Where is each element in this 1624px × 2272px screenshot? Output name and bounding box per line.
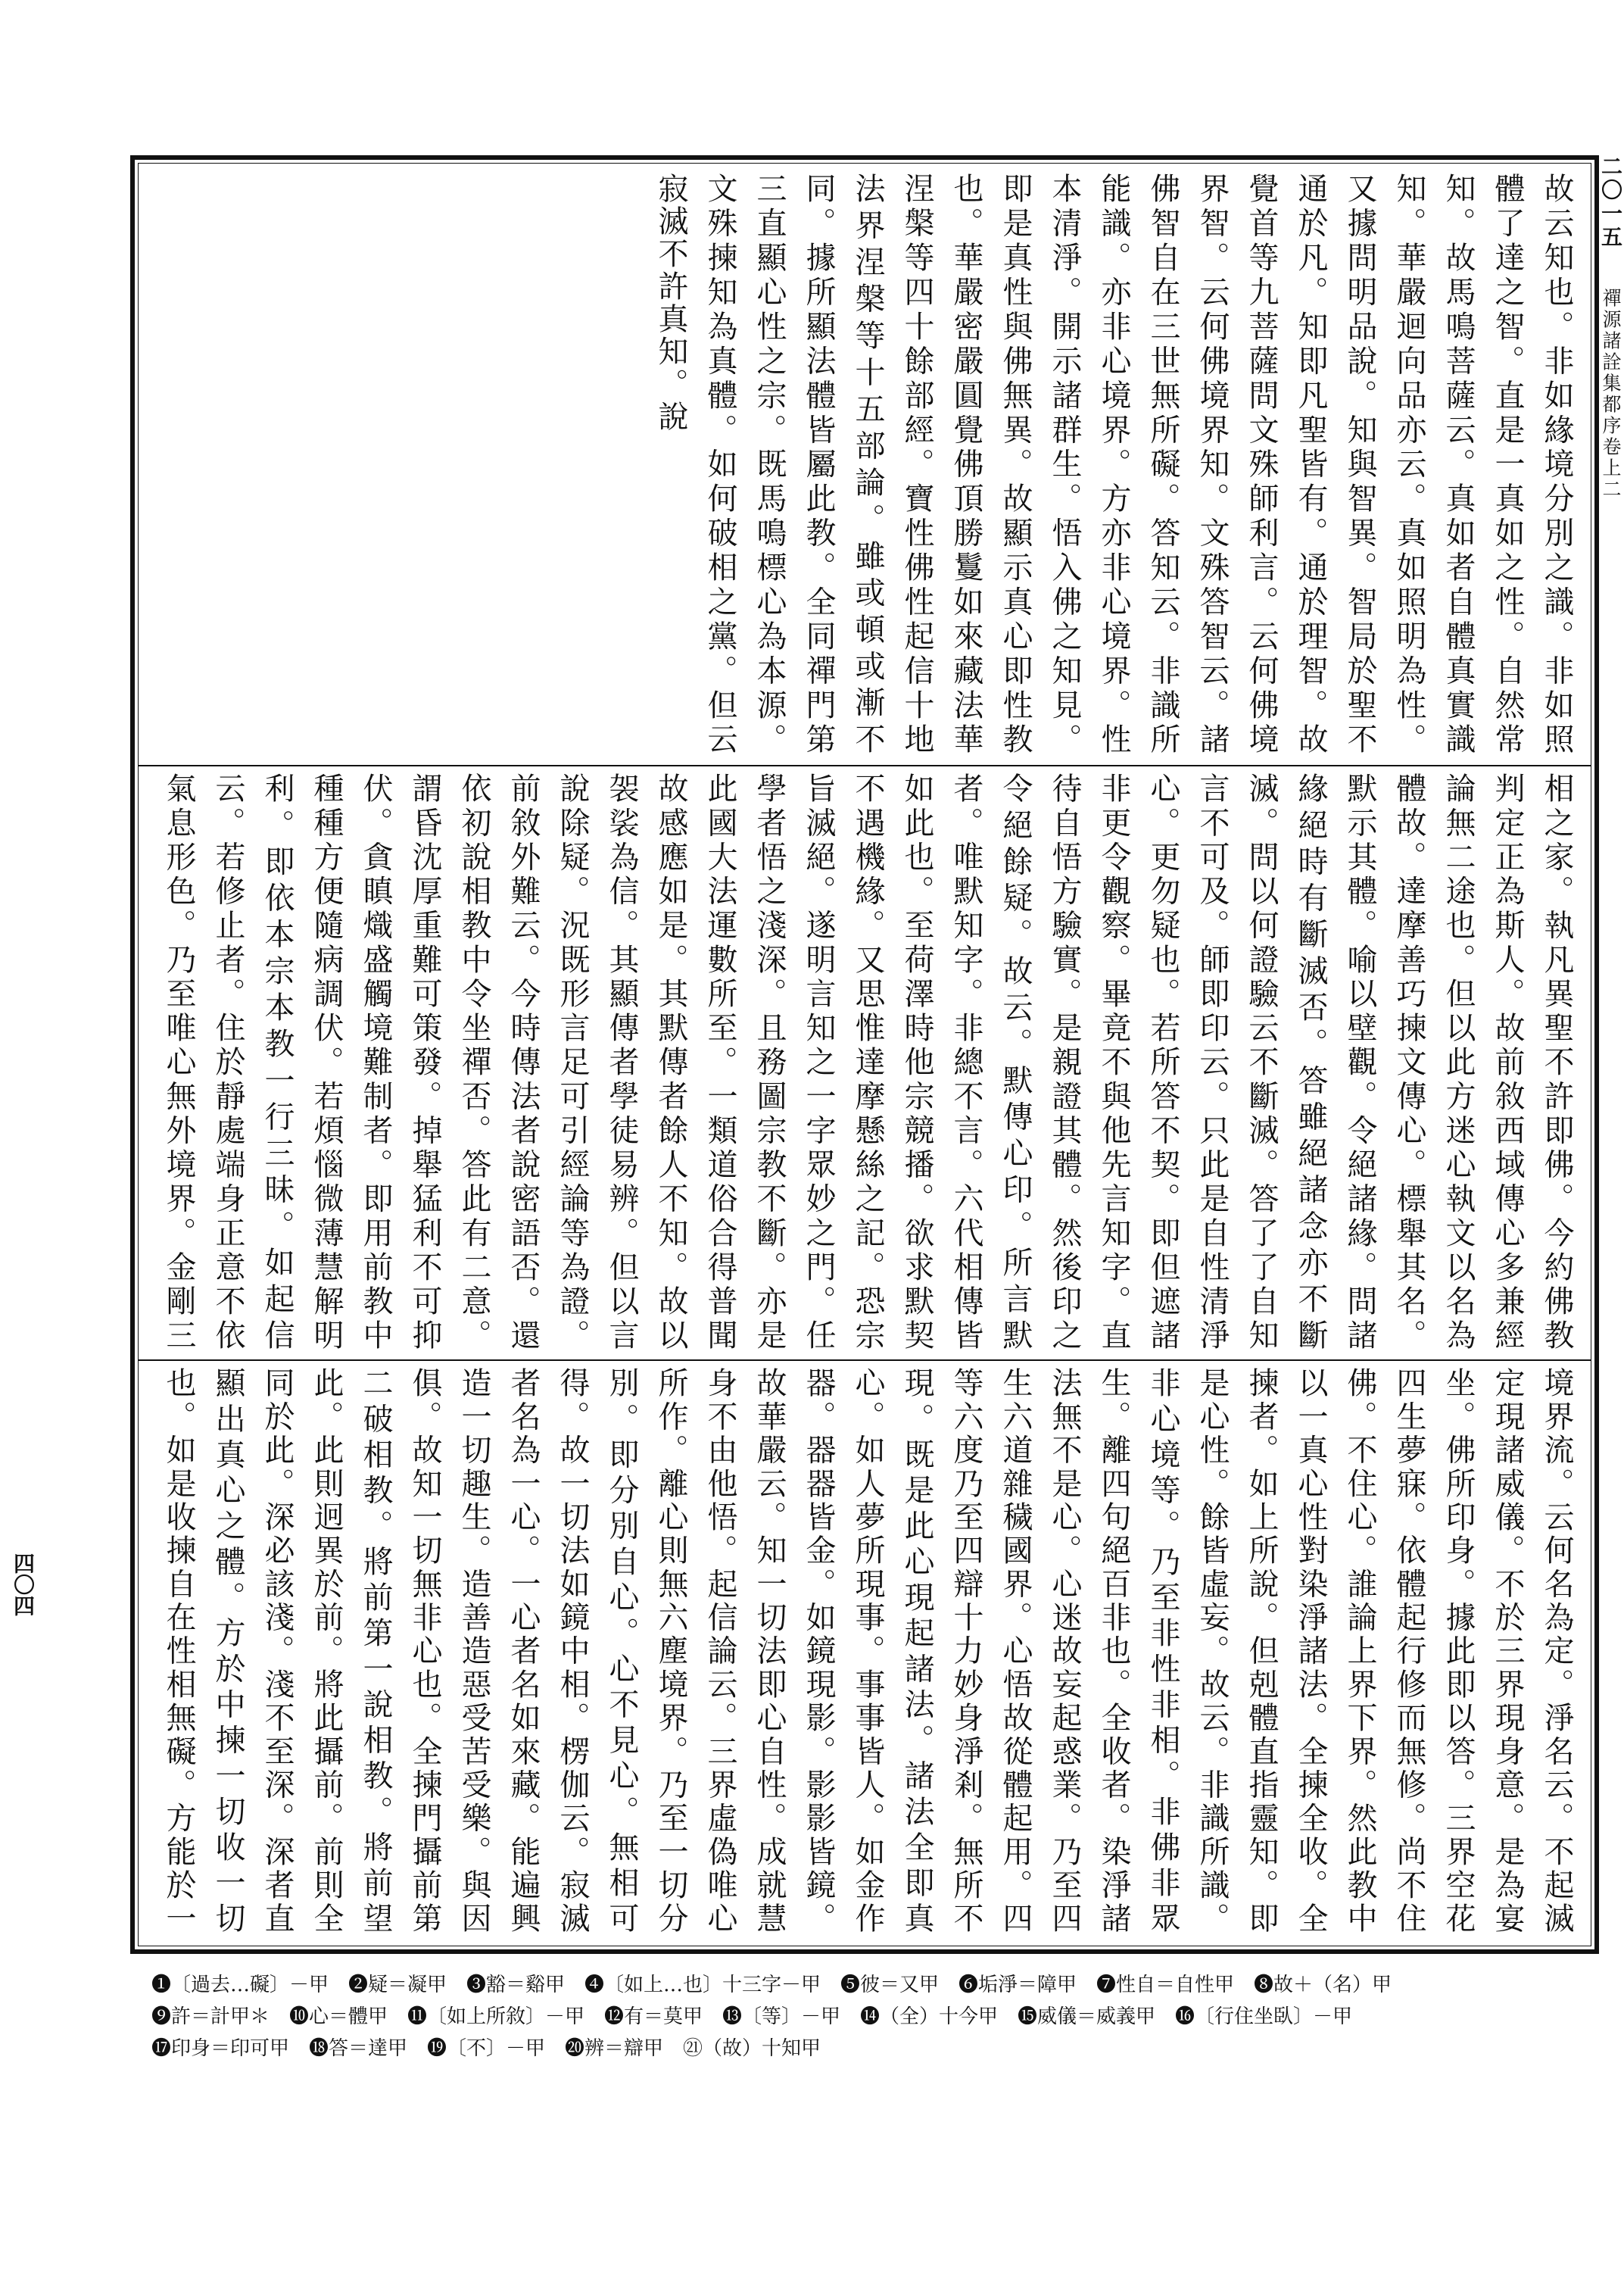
register-top — [150, 173, 1581, 756]
collation-notes — [151, 1969, 1590, 2068]
register-bottom — [150, 1367, 1581, 1935]
collation-note-line: ❶〔過去…礙〕－甲 ❷疑＝凝甲 ❸豁＝谿甲 ❹〔如上…也〕十三字－甲 ❺彼＝又甲 ❻垢淨＝障甲 ❼性自＝自性甲 ❽故＋（名）甲 — [151, 1974, 1392, 1996]
page-number: 二〇一五 — [1598, 155, 1623, 249]
register-middle-text: 相之家。執凡異聖不許即佛。今約佛教判定正為斯人。故前敘西域傳心多兼經論無二途也。但以此方迷心執文以名為體故。達摩善巧揀文傳心。標舉其名。默示其體。喻以壁觀。令絕諸緣。問諸緣絕時有斷滅否。答雖絕諸念亦不斷滅。問以何證驗云不斷滅。答了了自知言不可及。師即印云。只此是自性清淨心。更勿疑也。若所答不契。即但遮諸非更令觀察。畢竟不與他先言知字。直待自悟方驗實。是親證其體。然後印之令絕餘疑。故云。默傳心印。所言默者。唯默知字。非總不言。六代相傳皆如此也。至荷澤時他宗競播。欲求默契不遇機緣。又思惟達摩懸絲之記。恐宗旨滅絕。遂明言知之一字眾妙之門。任學者悟之淺深。且務圖宗教不斷。亦是此國大法運數所至。一類道俗合得普聞故感應如是。其默傳者餘人不知。故以袈裟為信。其顯傳者學徒易辨。但以言說除疑。況既形言足可引經論等為證。前敘外難云。今時傳法者說密語否。還依初說相教中令坐禪否。答此有二意。謂昏沈厚重難可策發。掉舉猛利不可抑伏。貪瞋熾盛觸境難制者。即用前教中種種方便隨病調伏。若煩惱微薄慧解明利。即依本宗本教一行三昧。如起信云。若修止者。住於靜處端身正意不依氣息形色。乃至唯心無外境界。金剛三 — [161, 772, 1574, 1352]
margin-column — [1599, 155, 1622, 685]
collation-note-line: ❾許＝計甲＊ ❿心＝體甲 ⓫〔如上所敘〕－甲 ⓬有＝莫甲 ⓭〔等〕－甲 ⓮（全）十今甲 ⓯威儀＝威義甲 ⓰〔行住坐臥〕－甲 — [151, 2005, 1353, 2028]
collation-note-line: ⓱印身＝印可甲 ⓲答＝達甲 ⓳〔不〕－甲 ⓴辨＝辯甲 ㉑（故）十知甲 — [151, 2037, 821, 2060]
register-top-text: 故云知也。非如緣境分別之識。非如照體了達之智。直是一真如之性。自然常知。故馬鳴菩薩云。真如者自體真實識知。華嚴迴向品亦云。真如照明為性。又據問明品說。知與智異。智局於聖不通於凡。知即凡聖皆有。通於理智。故覺首等九菩薩問文殊師利言。云何佛境界智。云何佛境界知。文殊答智云。諸佛智自在三世無所礙。答知云。非識所能識。亦非心境界。方亦非心境界。性本清淨。開示諸群生。悟入佛之知見。即是真性與佛無異。故顯示真心即性教也。華嚴密嚴圓覺佛頂勝鬘如來藏法華涅槃等四十餘部經。寶性佛性起信十地法界涅槃等十五部論。雖或頓或漸不同。據所顯法體皆屬此教。全同禪門第三直顯心性之宗。既馬鳴標心為本源。文殊揀知為真體。如何破相之黨。但云寂滅不許真知。說 — [653, 173, 1574, 756]
register-middle — [150, 772, 1581, 1352]
running-head: 禪源諸詮集都序卷上二 — [1600, 288, 1622, 501]
register-divider-2 — [138, 1359, 1591, 1361]
page-number-left: 四〇四 — [11, 1553, 36, 1616]
register-bottom-text: 境界流。云何名為定。淨名云。不起滅定現諸威儀。不於三界現身意。是為宴坐。佛所印身。據此即以答。三界空花四生夢寐。依體起行修而無修。尚不住佛。不住心。誰論上界下界。然此教中以一真心性對染淨諸法。全揀全收。全揀者。如上所說。但剋體直指靈知。即是心性。餘皆虛妄。故云。非識所識。非心境等。乃至非性非相。非佛非眾生。離四句絕百非也。全收者。染淨諸法無不是心。心迷故妄起惑業。乃至四生六道雜穢國界。心悟故從體起用。四等六度乃至四辯十力妙身淨剎。無所不現。既是此心現起諸法。諸法全即真心。如人夢所現事。事事皆人。如金作器。器器皆金。如鏡現影。影影皆鏡。故華嚴云。知一切法即心自性。成就慧身不由他悟。起信論云。三界虛偽唯心所作。離心則無六塵境界。乃至一切分別。即分別自心。心不見心。無相可得。故一切法如鏡中相。楞伽云。寂滅者名為一心。一心者名如來藏。能遍興造一切趣生。造善造惡受苦受樂。與因俱。故知一切無非心也。全揀門攝前第二破相教。將前第一說相教。將前望此。此則迥異於前。將此攝前。前則全同於此。深必該淺。淺不至深。深者直顯出真心之體。方於中揀一切收一切也。如是收揀自在性相無礙。方能於一 — [161, 1367, 1574, 1935]
register-divider-1 — [138, 765, 1591, 766]
